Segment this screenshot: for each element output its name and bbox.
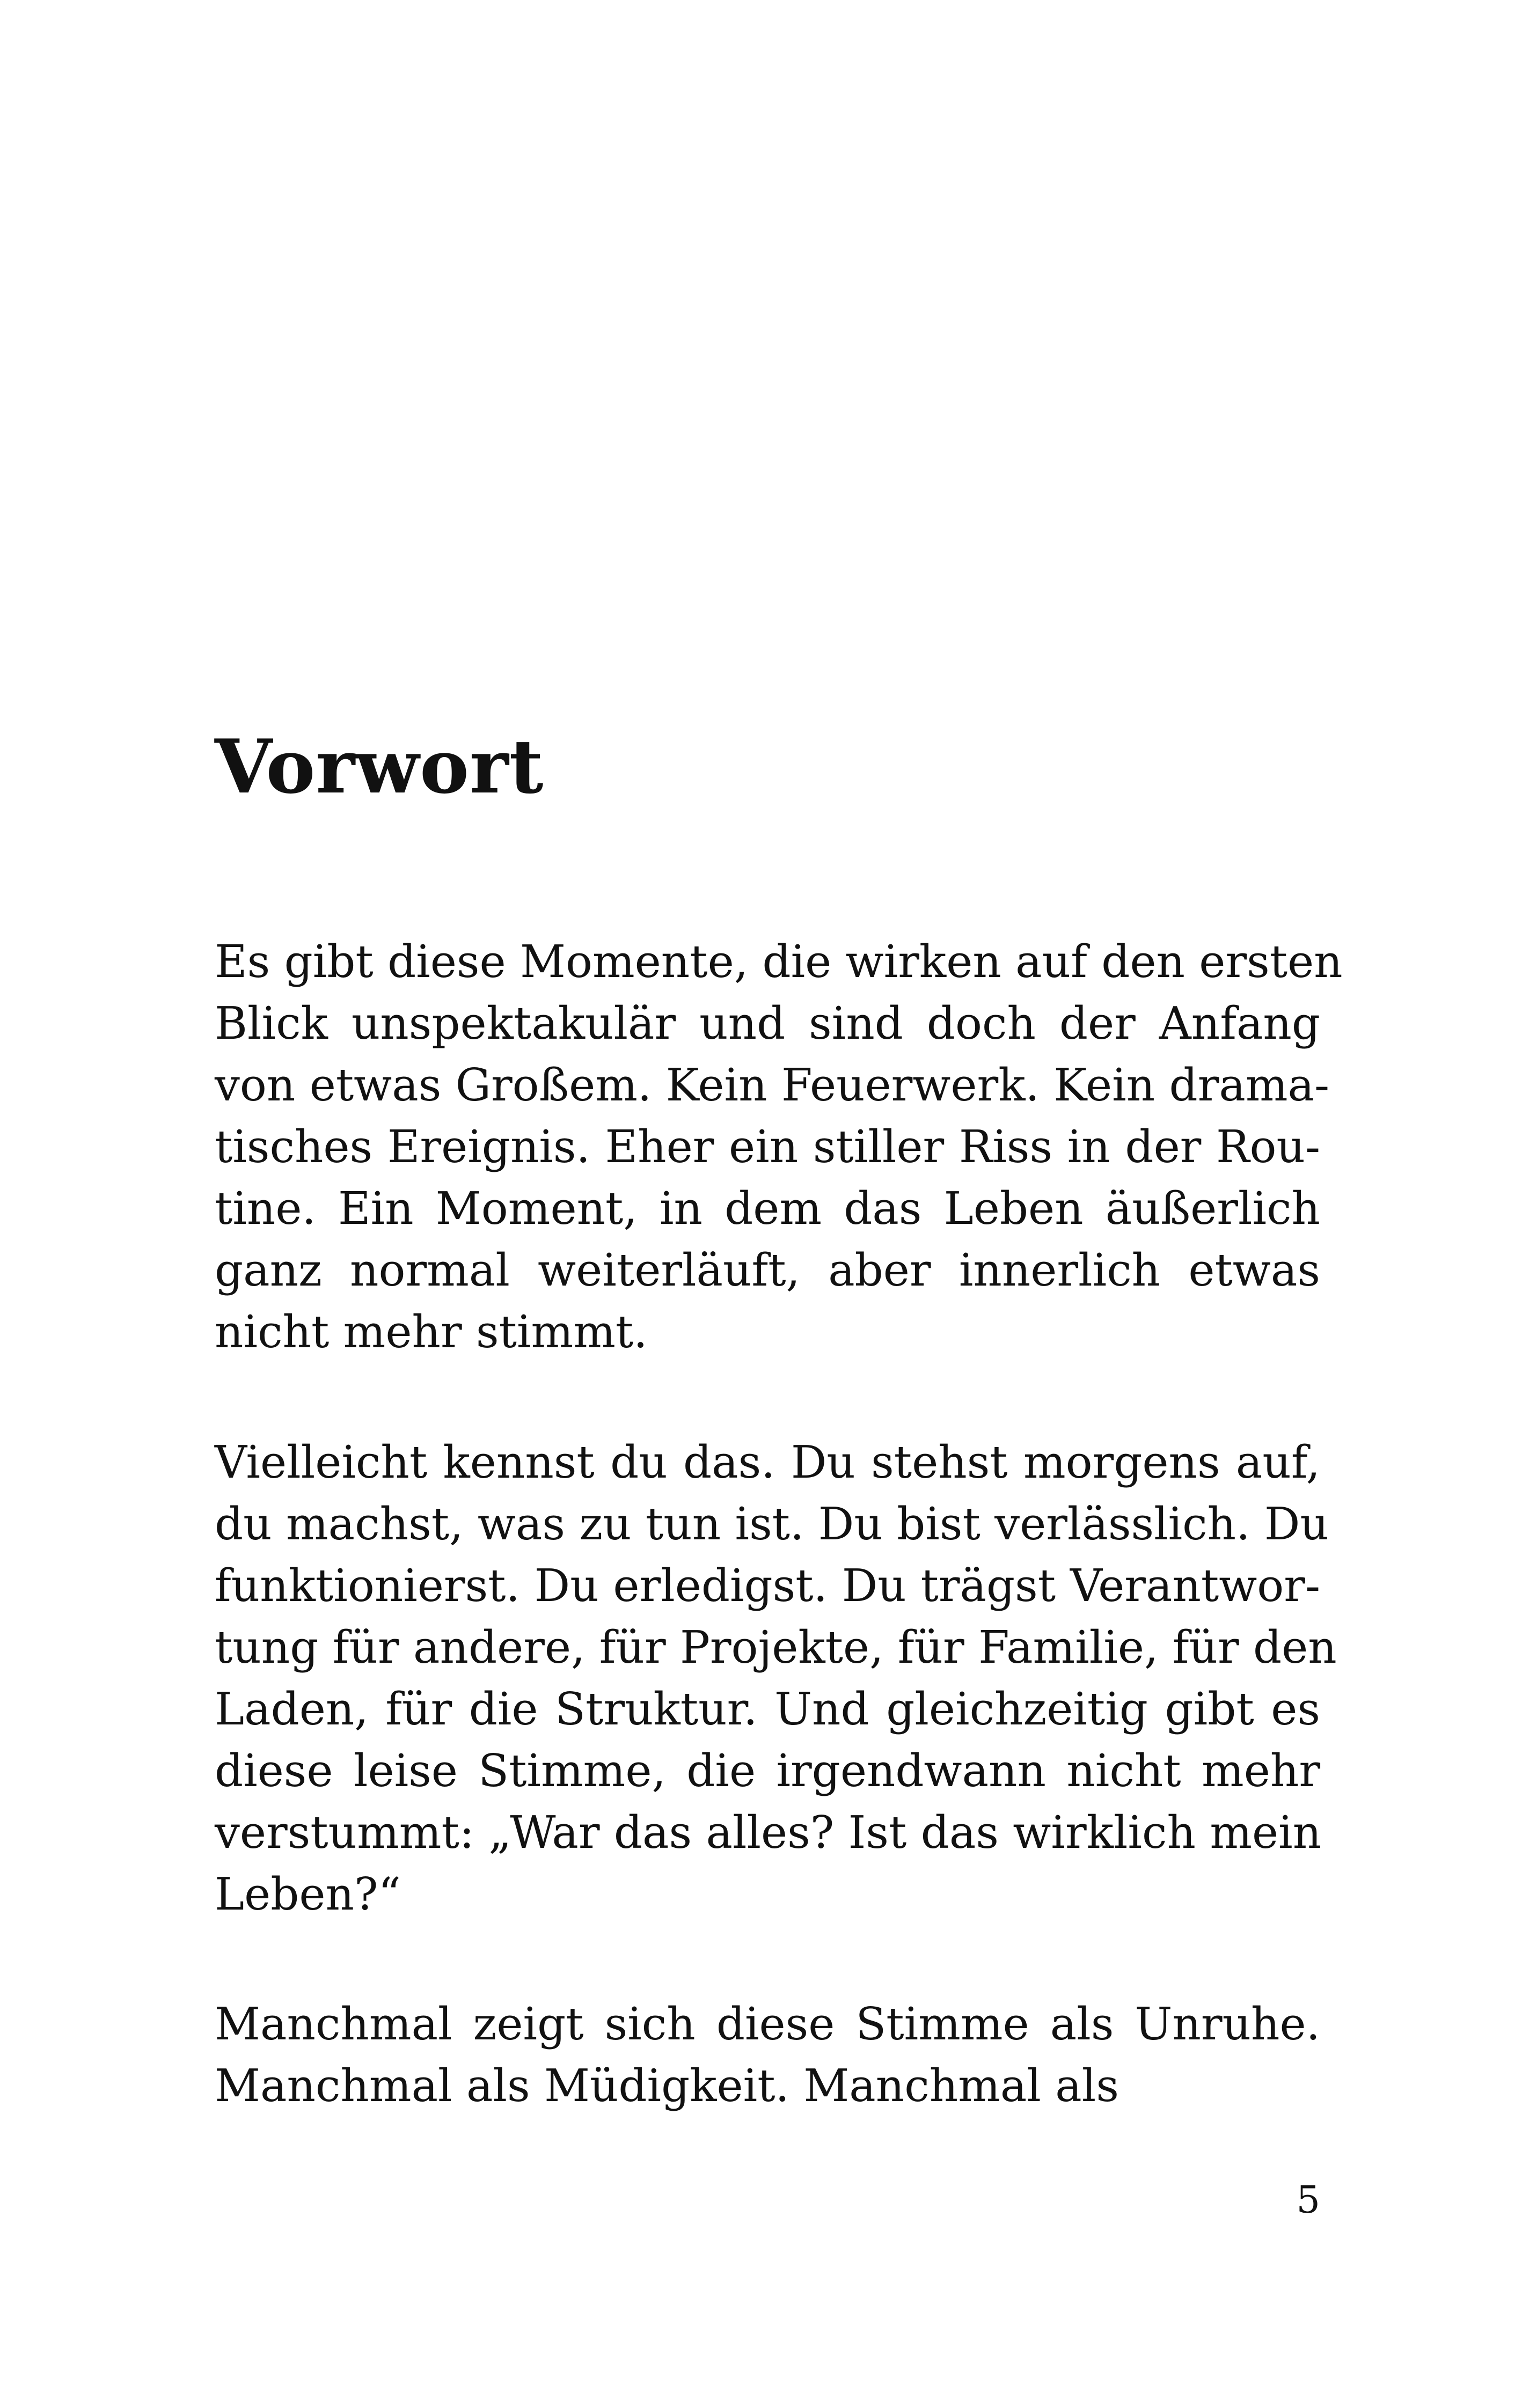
paragraph-line: du machst, was zu tun ist. Du bist verlässlich. Du <box>215 1498 1329 1550</box>
paragraph-line: Es gibt diese Momente, die wirken auf den ersten <box>215 936 1343 988</box>
paragraph-line: Blick unspektakulär und sind doch der Anfang <box>215 997 1320 1049</box>
paragraph-line: Laden, für die Struktur. Und gleichzeitig gibt es <box>215 1683 1320 1735</box>
paragraph-line: nicht mehr stimmt. <box>215 1306 648 1358</box>
paragraph-line: ganz normal weiterläuft, aber innerlich etwas <box>215 1244 1320 1296</box>
paragraph-line: diese leise Stimme, die irgendwann nicht mehr <box>215 1745 1320 1797</box>
paragraph-line: von etwas Großem. Kein Feuerwerk. Kein drama- <box>215 1059 1330 1111</box>
paragraph-line: Manchmal zeigt sich diese Stimme als Unruhe. <box>215 1998 1320 2050</box>
paragraph-line: Manchmal als Müdigkeit. Manchmal als <box>215 2060 1119 2112</box>
paragraph-line: Leben?“ <box>215 1868 401 1920</box>
page-number: 5 <box>1296 2178 1320 2222</box>
paragraph-2 <box>215 1431 1337 1925</box>
paragraph-1 <box>215 931 1343 1363</box>
paragraph-line: funktionierst. Du erledigst. Du trägst Verantwor- <box>215 1560 1320 1612</box>
paragraph-3 <box>215 1993 1320 2117</box>
paragraph-line: Vielleicht kennst du das. Du stehst morgens auf, <box>215 1436 1320 1488</box>
paragraph-line: tung für andere, für Projekte, für Familie, für den <box>215 1621 1337 1673</box>
paragraph-line: tisches Ereignis. Eher ein stiller Riss in der Rou- <box>215 1121 1320 1173</box>
paragraph-line: verstummt: „War das alles? Ist das wirklich mein <box>215 1807 1322 1859</box>
paragraph-line: tine. Ein Moment, in dem das Leben äußerlich <box>215 1183 1320 1235</box>
chapter-title: Vorwort <box>215 723 544 810</box>
